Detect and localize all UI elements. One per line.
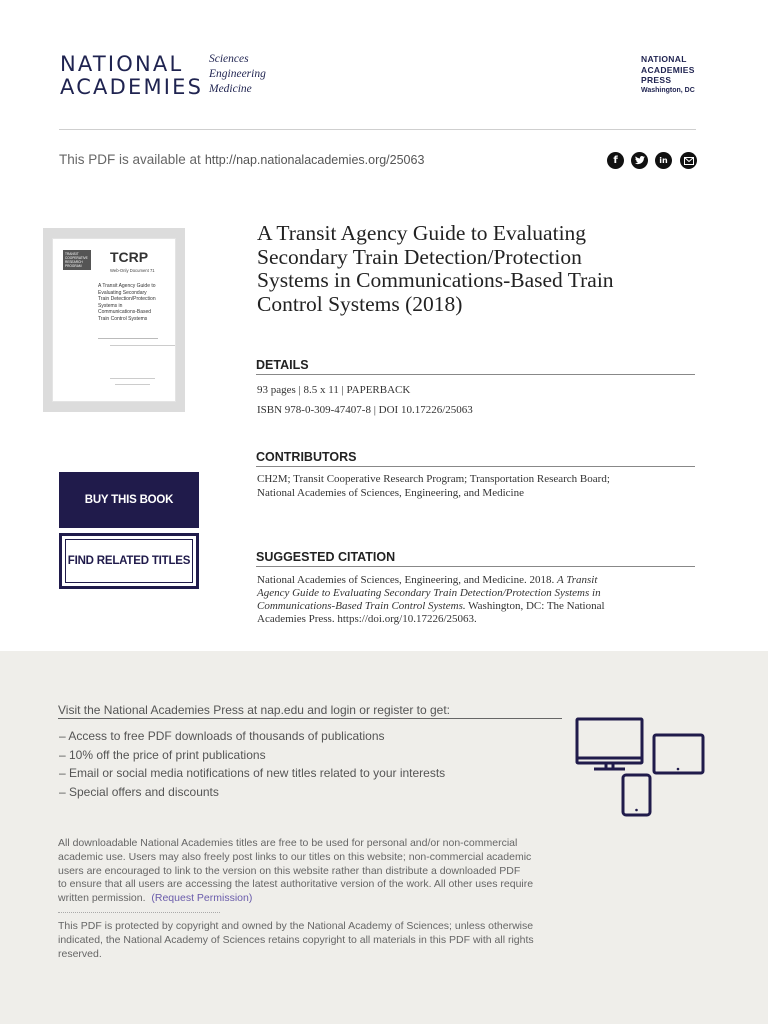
cover-title-line: Systems in [98,302,123,309]
citation-part: Communications-Based Train Control Systems. [257,600,466,612]
book-title-line: Systems in Communications-Based Train [257,268,614,292]
cover-title-line: Evaluating Secondary [98,289,147,296]
email-icon[interactable] [680,152,697,169]
citation-part: Academies Press. https://doi.org/10.17226/25063. [257,613,477,625]
cover-title-line: Communications-Based [98,309,152,315]
press-logo [641,54,695,96]
citation-part: Agency Guide to Evaluating Secondary Train Detection/Protection Systems in [257,587,601,599]
citation-rule [256,566,695,567]
visit-rule [58,718,562,719]
cover-title-line: A Transit Agency Guide to [98,283,156,289]
buy-this-book-button[interactable]: BUY THIS BOOK [59,472,199,528]
usage-line: users are encouraged to link to the version on this website rather than distribute a downloaded PDF [58,864,521,877]
logo-sub-engineering: Engineering [209,68,266,80]
find-related-titles-button[interactable]: FIND RELATED TITLES [59,533,199,589]
cover-title-line: Train Control Systems [98,315,148,322]
logo-sub-sciences: Sciences [209,53,249,65]
dotted-divider [58,912,220,913]
copyright-notice [58,920,578,961]
copyright-line: This PDF is protected by copyright and owned by the National Academy of Sciences; unless otherwise [58,920,534,932]
book-title-line: A Transit Agency Guide to Evaluating [257,221,587,245]
cover-title [98,283,173,322]
contributors-heading: CONTRIBUTORS [256,450,357,464]
logo-sub-medicine: Medicine [209,83,252,95]
benefits-list [59,727,445,801]
book-title-line: Secondary Train Detection/Protection [257,244,582,269]
details-line-2: ISBN 978-0-309-47407-8 | DOI 10.17226/25063 [257,404,473,416]
citation-part: National Academies of Sciences, Engineering, and Medicine. 2018. [257,574,557,586]
list-item: – Special offers and discounts [59,784,219,799]
copyright-line: reserved. [58,947,102,960]
availability-label: This PDF is available at [59,152,201,167]
list-item: – Email or social media notifications of new titles related to your interests [59,766,446,780]
visit-nap-text: Visit the National Academies Press at nap.edu and login or register to get: [58,703,451,717]
availability-line [59,152,424,167]
cover-series: TCRP [110,249,149,265]
usage-line: academic use. Users may also freely post links to our titles on this website; non-commercial academic [58,850,532,863]
availability-url[interactable]: http://nap.nationalacademies.org/25063 [204,153,425,167]
citation-part: A Transit [556,574,598,586]
list-item: – 10% off the price of print publications [59,747,266,762]
list-item: – Access to free PDF downloads of thousands of publications [59,729,385,743]
press-line-1: NATIONAL [641,54,687,64]
cover-subtitle: Web-Only Document 71 [110,268,155,273]
facebook-icon[interactable]: f [607,152,624,169]
details-heading: DETAILS [256,358,309,372]
twitter-icon[interactable] [631,152,648,169]
contributors-rule [256,466,695,467]
cover-decoration-line [110,378,155,379]
details-line-1: 93 pages | 8.5 x 11 | PAPERBACK [257,384,411,396]
devices-icon [572,714,712,820]
citation-text [257,574,697,626]
press-line-3: PRESS [641,75,672,85]
cover-decoration-line [110,345,175,346]
usage-line: to ensure that all users are accessing the latest authoritative version of the work. All other uses require [58,878,534,891]
logo-national: NATIONAL [60,52,184,76]
cover-badge-text: TRANSIT COOPERATIVE RESEARCH PROGRAM [65,252,88,268]
copyright-line: indicated, the National Academy of Sciences retains copyright to all materials in this PDF with all rights [58,933,534,946]
usage-notice [58,837,578,906]
logo-academies: ACADEMIES [60,75,204,99]
linkedin-icon[interactable]: in [655,152,672,169]
citation-heading: SUGGESTED CITATION [256,550,396,564]
request-permission-link[interactable]: (Request Permission) [151,892,253,905]
book-title [257,222,697,316]
cover-decoration-line [98,338,158,339]
cover-decoration-line [115,384,150,385]
contributors-line-2: National Academies of Sciences, Engineering, and Medicine [257,487,524,499]
citation-part: Washington, DC: The National [465,600,605,612]
details-rule [256,374,695,375]
cover-badge [63,250,91,270]
cover-title-line: Train Detection/Protection [98,296,156,302]
book-title-line: Control Systems (2018) [257,291,463,316]
usage-line: written permission. [58,892,146,905]
usage-line: All downloadable National Academies titles are free to be used for personal and/or non-commercial [58,837,518,849]
press-line-2: ACADEMIES [641,64,695,75]
contributors-line-1: CH2M; Transit Cooperative Research Program; Transportation Research Board; [257,473,610,485]
header-divider [59,129,696,130]
press-city: Washington, DC [641,86,695,94]
